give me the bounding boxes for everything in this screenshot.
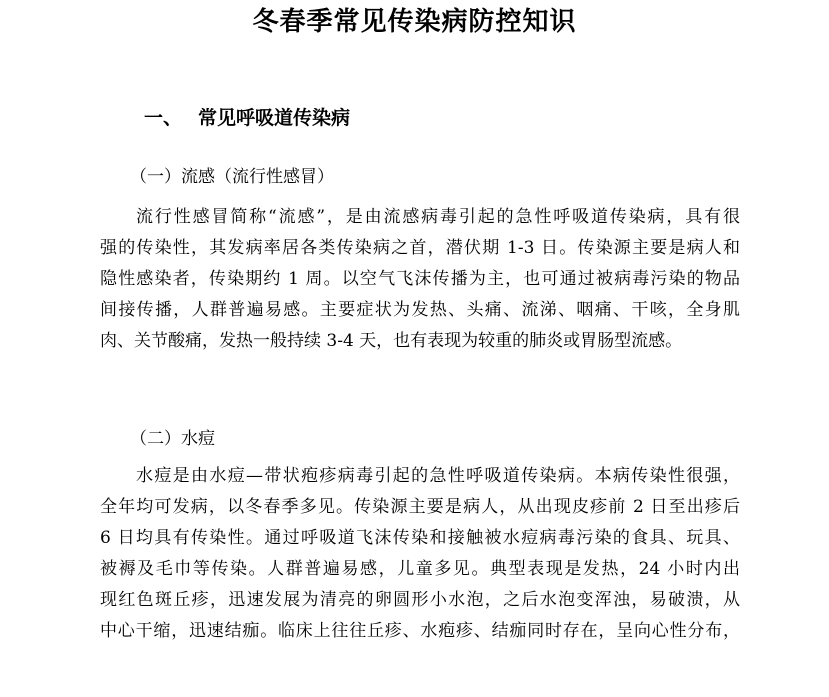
section-heading-respiratory [144, 103, 350, 133]
paragraph-line: 隐性感染者，传染期约 1 周。以空气飞沫传播为主，也可通过被病毒污染的物品 [100, 269, 740, 289]
paragraph-line: 6 日均具有传染性。通过呼吸道飞沫传染和接触被水痘病毒污染的食具、玩具、 [100, 528, 740, 548]
section-title: 常见呼吸道传染病 [198, 107, 351, 129]
paragraph-influenza [100, 202, 740, 357]
paragraph-line: 现红色斑丘疹，迅速发展为清亮的卵圆形小水泡，之后水泡变浑浊，易破溃，从 [100, 590, 740, 610]
paragraph-line: 强的传染性，其发病率居各类传染病之首，潜伏期 1-3 日。传染源主要是病人和 [100, 238, 740, 258]
paragraph-line: 肉、关节酸痛，发热一般持续 3-4 天，也有表现为较重的肺炎或胃肠型流感。 [100, 331, 683, 351]
paragraph-chickenpox [100, 461, 740, 647]
paragraph-line: 被褥及毛巾等传染。人群普遍易感，儿童多见。典型表现是发热，24 小时内出 [100, 559, 740, 579]
section-number: 一、 [144, 107, 183, 129]
subheading-chickenpox: （二）水痘 [130, 429, 215, 449]
document-title: 冬春季常见传染病防控知识 [252, 7, 577, 37]
paragraph-line: 全年均可发病，以冬春季多见。传染源主要是病人，从出现皮疹前 2 日至出疹后 [100, 497, 740, 517]
paragraph-line: 中心干缩，迅速结痂。临床上往往丘疹、水疱疹、结痂同时存在，呈向心性分布， [100, 621, 740, 641]
paragraph-line: 间接传播，人群普遍易感。主要症状为发热、头痛、流涕、咽痛、干咳，全身肌 [100, 300, 740, 320]
paragraph-line: 水痘是由水痘—带状疱疹病毒引起的急性呼吸道传染病。本病传染性很强， [136, 466, 740, 486]
paragraph-line: 流行性感冒简称“流感”，是由流感病毒引起的急性呼吸道传染病，具有很 [136, 207, 740, 227]
subheading-influenza: （一）流感（流行性感冒） [130, 167, 334, 187]
